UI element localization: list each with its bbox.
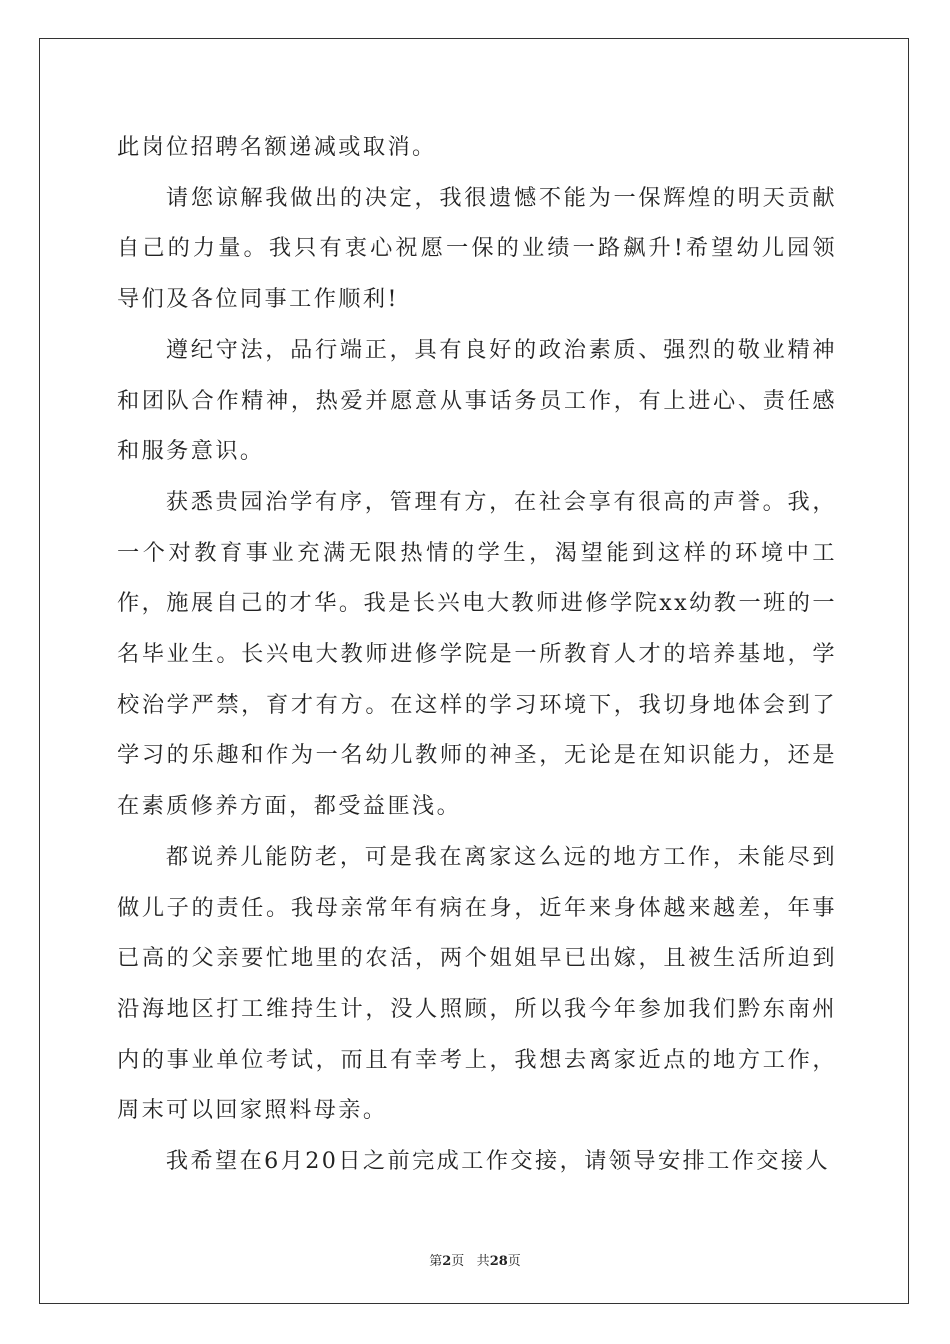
paragraph-2: 请您谅解我做出的决定，我很遗憾不能为一保辉煌的明天贡献自己的力量。我只有衷心祝愿一保的业绩一路飙升!希望幼儿园领导们及各位同事工作顺利! (117, 184, 837, 313)
paragraph-3: 遵纪守法，品行端正，具有良好的政治素质、强烈的敬业精神和团队合作精神，热爱并愿意从事话务员工作，有上进心、责任感和服务意识。 (117, 336, 837, 465)
paragraph-1: 此岗位招聘名额递减或取消。 (117, 134, 437, 160)
paragraph-6: 我希望在6月20日之前完成工作交接，请领导安排工作交接人 (165, 1148, 831, 1175)
page-suffix: 页 (451, 1254, 465, 1269)
page-total: 28 (489, 1254, 508, 1269)
page-footer (0, 1250, 950, 1269)
paragraph-5: 都说养儿能防老，可是我在离家这么远的地方工作，未能尽到做儿子的责任。我母亲常年有病在身，近年来身体越来越差，年事已高的父亲要忙地里的农活，两个姐姐早已出嫁，且被生活所迫到沿海地区打工维持生计，没人照顾，所以我今年参加我们黔东南州内的事业单位考试，而且有幸考上，我想去离家近点的地方工作，周末可以回家照料母亲。 (117, 843, 837, 1124)
total-prefix: 共 (476, 1254, 490, 1269)
page-prefix: 第 (429, 1254, 443, 1269)
total-suffix: 页 (507, 1254, 521, 1269)
page-current: 2 (442, 1254, 452, 1269)
paragraph-4: 获悉贵园治学有序，管理有方，在社会享有很高的声誉。我，一个对教育事业充满无限热情的学生，渴望能到这样的环境中工作，施展自己的才华。我是长兴电大教师进修学院xx幼教一班的一名毕业生。长兴电大教师进修学院是一所教育人才的培养基地，学校治学严禁，育才有方。在这样的学习环境下，我切身地体会到了学习的乐趣和作为一名幼儿教师的神圣，无论是在知识能力，还是在素质修养方面，都受益匪浅。 (117, 488, 837, 820)
document-body (117, 122, 837, 1187)
